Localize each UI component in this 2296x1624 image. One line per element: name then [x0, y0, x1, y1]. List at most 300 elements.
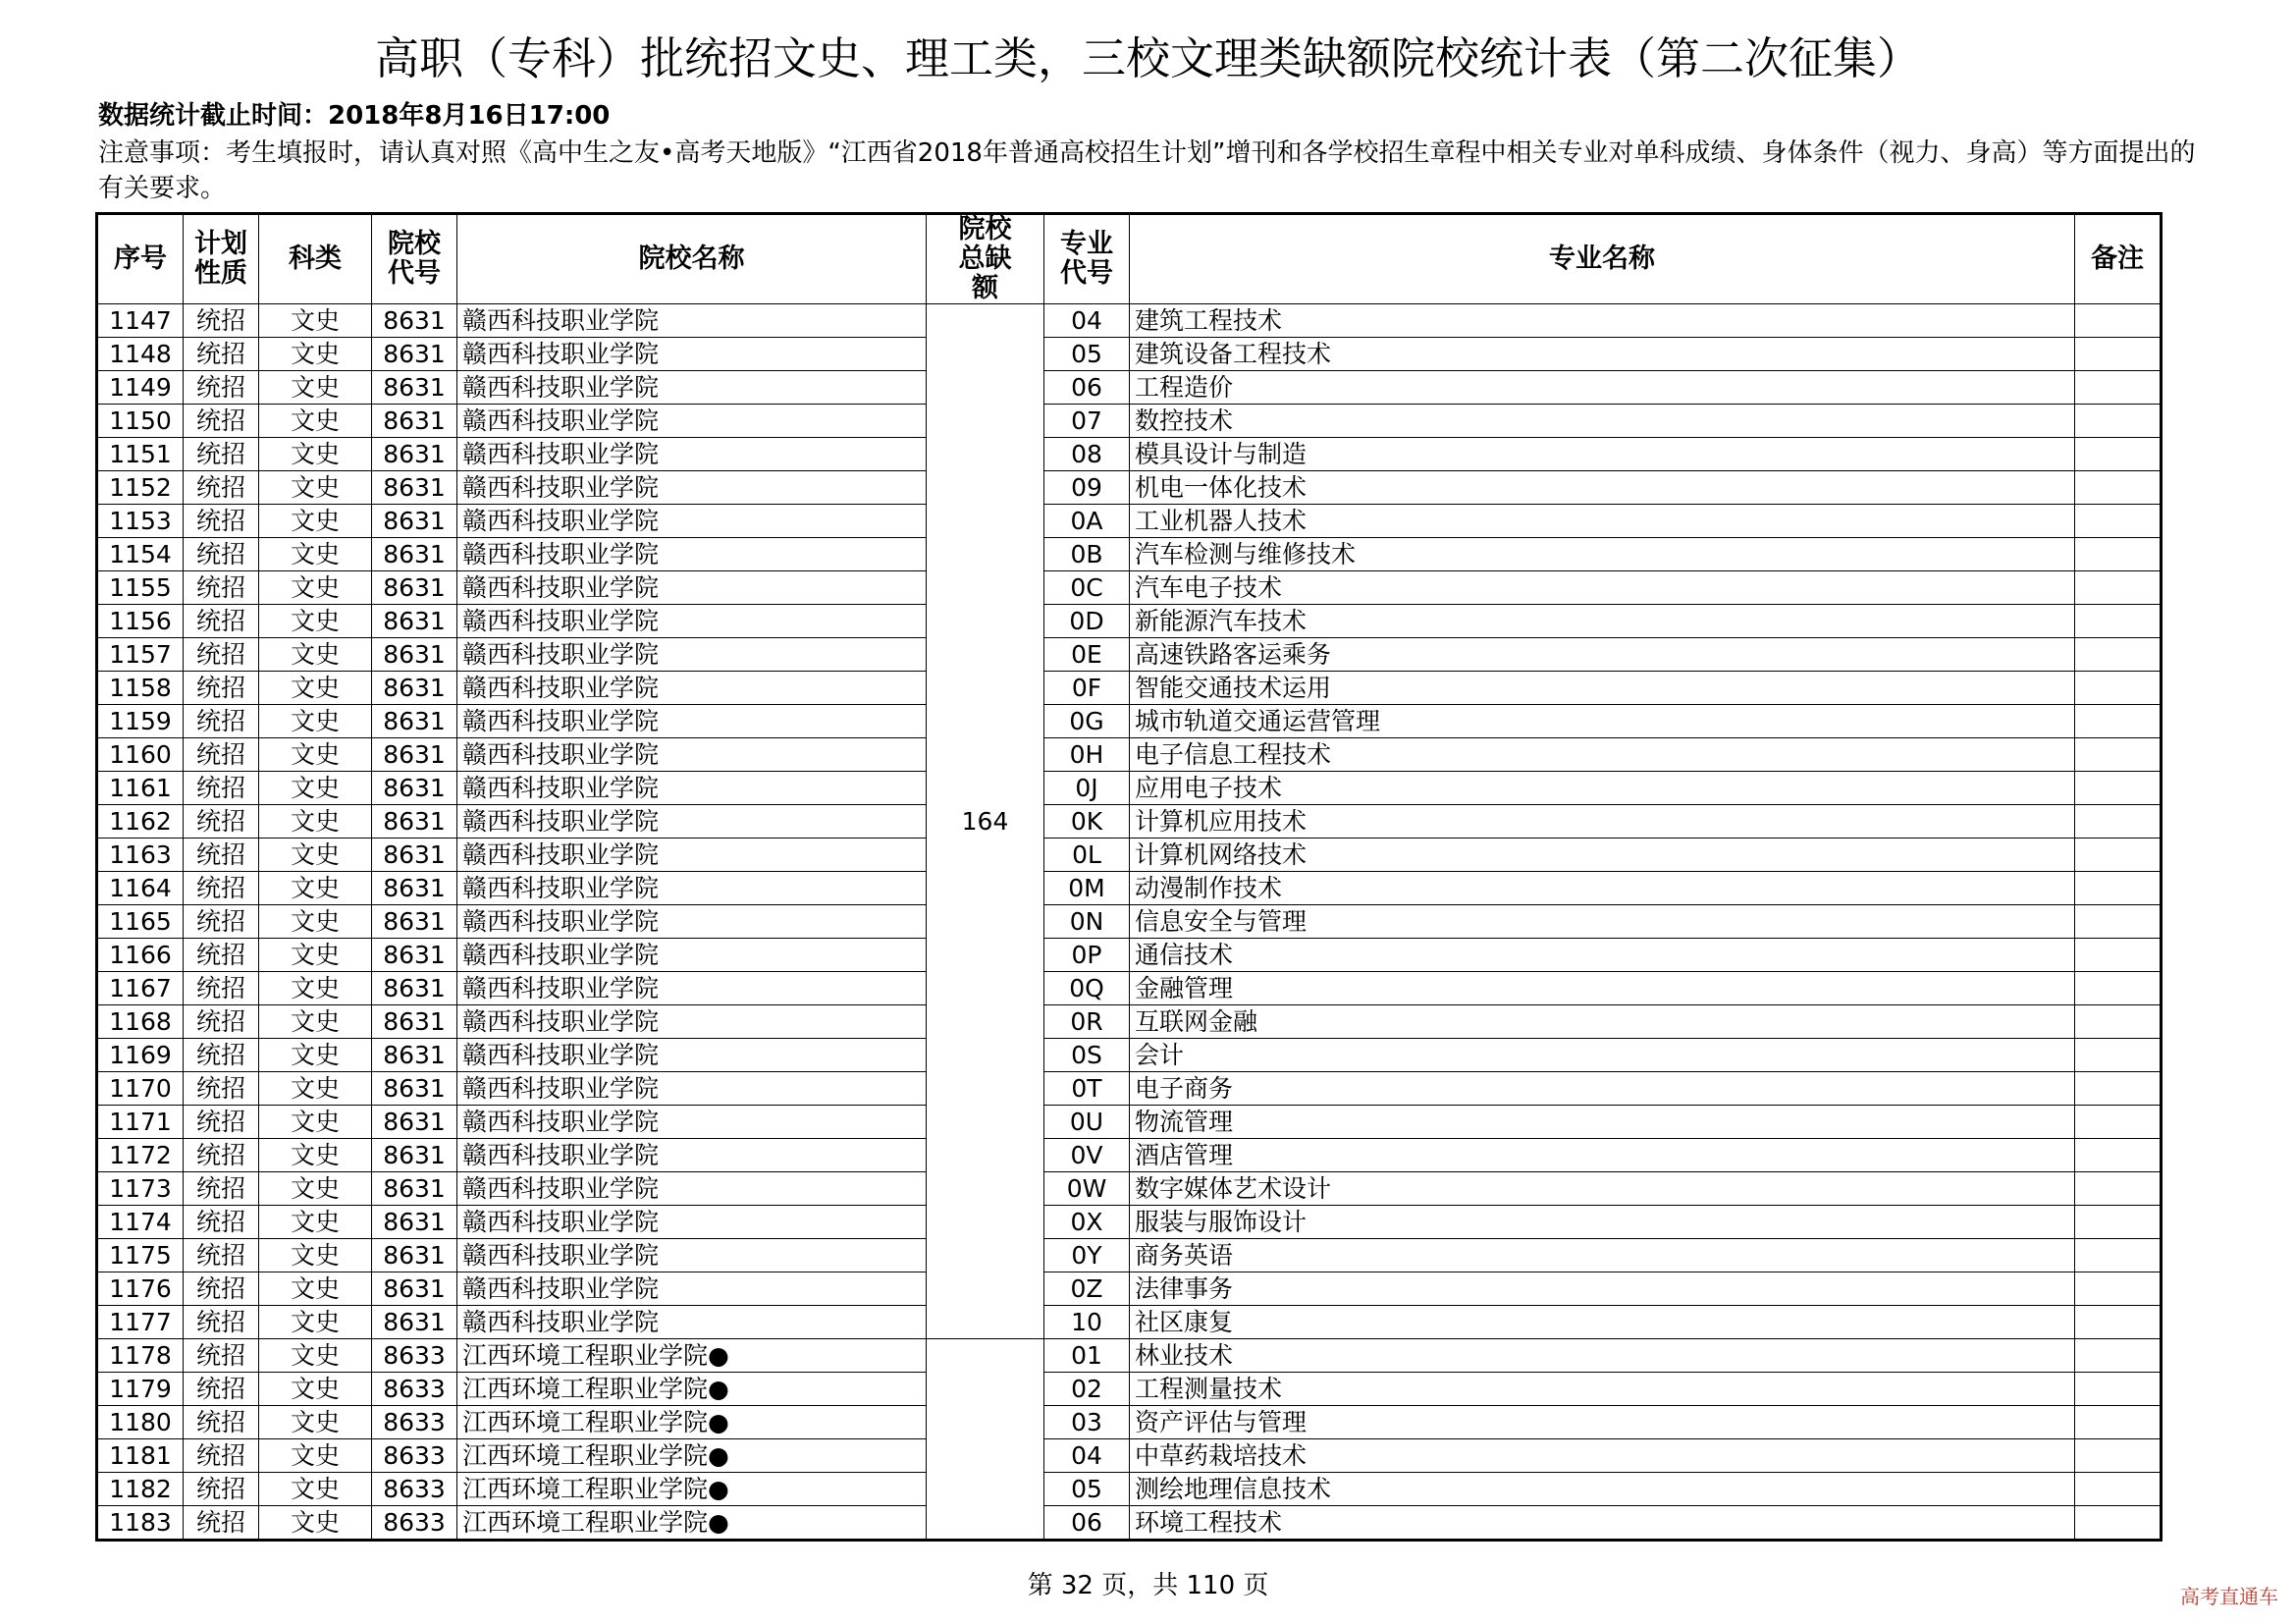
cell-major-code: 06: [1044, 371, 1130, 405]
cell-major-code: 0L: [1044, 839, 1130, 872]
header-plan-type: 计划性质: [184, 214, 259, 304]
cell-remark: [2075, 905, 2162, 939]
cell-category: 文史: [259, 1373, 372, 1406]
cell-school-code: 8631: [372, 1306, 457, 1339]
cell-seq: 1173: [97, 1172, 184, 1206]
cell-remark: [2075, 638, 2162, 672]
cell-major-code: 0V: [1044, 1139, 1130, 1172]
cell-school-name: 赣西科技职业学院: [457, 438, 927, 471]
cell-school-name: 赣西科技职业学院: [457, 538, 927, 571]
cell-major-name: 社区康复: [1130, 1306, 2075, 1339]
table-row: [97, 638, 2162, 672]
cell-plan-type: 统招: [184, 1373, 259, 1406]
cell-major-name: 林业技术: [1130, 1339, 2075, 1373]
cell-major-code: 01: [1044, 1339, 1130, 1373]
cell-major-name: 工程测量技术: [1130, 1373, 2075, 1406]
cell-seq: 1164: [97, 872, 184, 905]
cell-school-code: 8631: [372, 1272, 457, 1306]
cell-major-code: 04: [1044, 1439, 1130, 1473]
cell-seq: 1172: [97, 1139, 184, 1172]
cell-remark: [2075, 1106, 2162, 1139]
cell-category: 文史: [259, 1473, 372, 1506]
cell-school-name: 赣西科技职业学院: [457, 672, 927, 705]
page-title: 高职（专科）批统招文史、理工类，三校文理类缺额院校统计表（第二次征集）: [374, 32, 1921, 84]
cell-remark: [2075, 705, 2162, 738]
cell-plan-type: 统招: [184, 1439, 259, 1473]
cell-school-code: 8633: [372, 1373, 457, 1406]
cell-major-name: 机电一体化技术: [1130, 471, 2075, 505]
cell-category: 文史: [259, 638, 372, 672]
cell-plan-type: 统招: [184, 1106, 259, 1139]
header-seq: 序号: [97, 214, 184, 304]
cell-school-code: 8631: [372, 772, 457, 805]
cell-seq: 1175: [97, 1239, 184, 1272]
cell-plan-type: 统招: [184, 471, 259, 505]
cell-major-name: 会计: [1130, 1039, 2075, 1072]
cell-major-code: 0D: [1044, 605, 1130, 638]
cell-seq: 1176: [97, 1272, 184, 1306]
cell-category: 文史: [259, 505, 372, 538]
cell-plan-type: 统招: [184, 538, 259, 571]
cell-category: 文史: [259, 371, 372, 405]
cell-remark: [2075, 672, 2162, 705]
cell-major-code: 0Q: [1044, 972, 1130, 1005]
cell-major-code: 0H: [1044, 738, 1130, 772]
cell-category: 文史: [259, 1106, 372, 1139]
cell-major-name: 汽车电子技术: [1130, 571, 2075, 605]
cell-school-code: 8631: [372, 1206, 457, 1239]
cell-plan-type: 统招: [184, 371, 259, 405]
cell-major-name: 模具设计与制造: [1130, 438, 2075, 471]
cell-major-code: 0G: [1044, 705, 1130, 738]
cell-remark: [2075, 805, 2162, 839]
cell-major-code: 05: [1044, 1473, 1130, 1506]
table-row: [97, 738, 2162, 772]
table-row: [97, 1272, 2162, 1306]
cell-category: 文史: [259, 1239, 372, 1272]
cell-major-name: 建筑设备工程技术: [1130, 338, 2075, 371]
cell-major-name: 服装与服饰设计: [1130, 1206, 2075, 1239]
cell-school-code: 8631: [372, 972, 457, 1005]
cell-category: 文史: [259, 1272, 372, 1306]
table-row: [97, 1506, 2162, 1541]
table-row: [97, 1339, 2162, 1373]
table-row: [97, 1206, 2162, 1239]
cell-remark: [2075, 1439, 2162, 1473]
cell-school-code: 8633: [372, 1506, 457, 1541]
cell-school-code: 8631: [372, 505, 457, 538]
cell-remark: [2075, 1005, 2162, 1039]
table-row: [97, 405, 2162, 438]
table-row: [97, 1473, 2162, 1506]
cell-plan-type: 统招: [184, 1239, 259, 1272]
cell-school-code: 8631: [372, 1005, 457, 1039]
cell-plan-type: 统招: [184, 1072, 259, 1106]
cell-plan-type: 统招: [184, 1473, 259, 1506]
cell-seq: 1156: [97, 605, 184, 638]
header-major-name: 专业名称: [1130, 214, 2075, 304]
cell-school-code: 8633: [372, 1406, 457, 1439]
cell-school-name: 赣西科技职业学院: [457, 1206, 927, 1239]
cell-category: 文史: [259, 972, 372, 1005]
cell-category: 文史: [259, 538, 372, 571]
cell-major-code: 0C: [1044, 571, 1130, 605]
cell-major-code: 09: [1044, 471, 1130, 505]
table-row: [97, 571, 2162, 605]
cell-major-code: 0U: [1044, 1106, 1130, 1139]
cell-school-code: 8631: [372, 1106, 457, 1139]
cell-school-code: 8633: [372, 1473, 457, 1506]
cell-major-name: 动漫制作技术: [1130, 872, 2075, 905]
cell-seq: 1177: [97, 1306, 184, 1339]
table-row: [97, 939, 2162, 972]
cell-school-name: 赣西科技职业学院: [457, 471, 927, 505]
cell-plan-type: 统招: [184, 705, 259, 738]
cell-school-name: 赣西科技职业学院: [457, 1039, 927, 1072]
cell-school-name: 赣西科技职业学院: [457, 1139, 927, 1172]
cell-category: 文史: [259, 1172, 372, 1206]
cell-plan-type: 统招: [184, 1172, 259, 1206]
cell-remark: [2075, 571, 2162, 605]
cell-school-name: 赣西科技职业学院: [457, 605, 927, 638]
table-row: [97, 438, 2162, 471]
cell-major-code: 02: [1044, 1373, 1130, 1406]
cell-major-name: 测绘地理信息技术: [1130, 1473, 2075, 1506]
table-row: [97, 1439, 2162, 1473]
cell-major-code: 0B: [1044, 538, 1130, 571]
table-row: [97, 1306, 2162, 1339]
cell-school-code: 8631: [372, 1072, 457, 1106]
cell-major-name: 通信技术: [1130, 939, 2075, 972]
cell-major-name: 中草药栽培技术: [1130, 1439, 2075, 1473]
cell-school-code: 8631: [372, 371, 457, 405]
cell-remark: [2075, 405, 2162, 438]
cell-plan-type: 统招: [184, 905, 259, 939]
table-row: [97, 672, 2162, 705]
header-remark: 备注: [2075, 214, 2162, 304]
cell-category: 文史: [259, 705, 372, 738]
cell-remark: [2075, 471, 2162, 505]
cell-major-code: 0K: [1044, 805, 1130, 839]
header-school-vacancy: 院校总缺额: [927, 214, 1044, 304]
cell-school-code: 8631: [372, 471, 457, 505]
cell-remark: [2075, 1406, 2162, 1439]
cell-seq: 1169: [97, 1039, 184, 1072]
cell-school-name: 赣西科技职业学院: [457, 304, 927, 338]
cell-seq: 1168: [97, 1005, 184, 1039]
cell-school-name: 赣西科技职业学院: [457, 805, 927, 839]
cell-plan-type: 统招: [184, 638, 259, 672]
cell-major-name: 环境工程技术: [1130, 1506, 2075, 1541]
cell-school-code: 8631: [372, 872, 457, 905]
cell-category: 文史: [259, 839, 372, 872]
table-row: [97, 1172, 2162, 1206]
cell-major-name: 数控技术: [1130, 405, 2075, 438]
cell-category: 文史: [259, 605, 372, 638]
cell-major-code: 08: [1044, 438, 1130, 471]
cell-remark: [2075, 1306, 2162, 1339]
table-row: [97, 1039, 2162, 1072]
cell-remark: [2075, 505, 2162, 538]
cell-seq: 1152: [97, 471, 184, 505]
cell-school-name: 江西环境工程职业学院●: [457, 1439, 927, 1473]
cell-major-code: 0T: [1044, 1072, 1130, 1106]
cell-plan-type: 统招: [184, 738, 259, 772]
cell-category: 文史: [259, 805, 372, 839]
cell-remark: [2075, 1139, 2162, 1172]
cell-remark: [2075, 872, 2162, 905]
cell-seq: 1153: [97, 505, 184, 538]
cell-remark: [2075, 1339, 2162, 1373]
table-row: [97, 805, 2162, 839]
cell-school-name: 赣西科技职业学院: [457, 1005, 927, 1039]
cell-category: 文史: [259, 1039, 372, 1072]
cell-category: 文史: [259, 939, 372, 972]
cell-plan-type: 统招: [184, 405, 259, 438]
cell-seq: 1148: [97, 338, 184, 371]
cell-school-name: 赣西科技职业学院: [457, 1272, 927, 1306]
cell-school-name: 江西环境工程职业学院●: [457, 1473, 927, 1506]
cell-seq: 1171: [97, 1106, 184, 1139]
cell-major-name: 电子商务: [1130, 1072, 2075, 1106]
cell-plan-type: 统招: [184, 505, 259, 538]
cell-school-name: 赣西科技职业学院: [457, 1306, 927, 1339]
cell-school-name: 赣西科技职业学院: [457, 772, 927, 805]
cell-major-name: 工业机器人技术: [1130, 505, 2075, 538]
watermark-text: 高考直通车: [2180, 1585, 2278, 1608]
cell-plan-type: 统招: [184, 805, 259, 839]
table-row: [97, 1406, 2162, 1439]
cell-plan-type: 统招: [184, 1139, 259, 1172]
cell-major-code: 0W: [1044, 1172, 1130, 1206]
table-row: [97, 839, 2162, 872]
cell-school-name: 赣西科技职业学院: [457, 371, 927, 405]
cell-plan-type: 统招: [184, 605, 259, 638]
cell-major-name: 智能交通技术运用: [1130, 672, 2075, 705]
cell-school-name: 赣西科技职业学院: [457, 705, 927, 738]
cell-major-name: 互联网金融: [1130, 1005, 2075, 1039]
cell-major-name: 高速铁路客运乘务: [1130, 638, 2075, 672]
cell-school-name: 赣西科技职业学院: [457, 1106, 927, 1139]
cell-seq: 1167: [97, 972, 184, 1005]
table-row: [97, 1106, 2162, 1139]
cell-major-name: 电子信息工程技术: [1130, 738, 2075, 772]
table-row: [97, 505, 2162, 538]
cell-plan-type: 统招: [184, 1506, 259, 1541]
cell-plan-type: 统招: [184, 571, 259, 605]
cell-school-name: 赣西科技职业学院: [457, 338, 927, 371]
cell-seq: 1158: [97, 672, 184, 705]
cell-school-name: 江西环境工程职业学院●: [457, 1406, 927, 1439]
cell-school-code: 8631: [372, 605, 457, 638]
cell-major-name: 计算机应用技术: [1130, 805, 2075, 839]
cell-remark: [2075, 438, 2162, 471]
cell-category: 文史: [259, 1206, 372, 1239]
cell-major-code: 0S: [1044, 1039, 1130, 1072]
cell-plan-type: 统招: [184, 1406, 259, 1439]
cell-plan-type: 统招: [184, 1005, 259, 1039]
cell-category: 文史: [259, 304, 372, 338]
cell-school-name: 赣西科技职业学院: [457, 738, 927, 772]
cell-remark: [2075, 772, 2162, 805]
table-row: [97, 338, 2162, 371]
table-row: [97, 538, 2162, 571]
cell-major-name: 建筑工程技术: [1130, 304, 2075, 338]
cell-major-name: 汽车检测与维修技术: [1130, 538, 2075, 571]
cell-plan-type: 统招: [184, 1306, 259, 1339]
page-footer: 第 32 页，共 110 页: [1027, 1571, 1269, 1600]
header-major-code: 专业代号: [1044, 214, 1130, 304]
cell-major-name: 新能源汽车技术: [1130, 605, 2075, 638]
cell-plan-type: 统招: [184, 338, 259, 371]
cell-seq: 1178: [97, 1339, 184, 1373]
cell-plan-type: 统招: [184, 939, 259, 972]
cell-major-code: 0Y: [1044, 1239, 1130, 1272]
cell-remark: [2075, 972, 2162, 1005]
cell-category: 文史: [259, 1406, 372, 1439]
cell-category: 文史: [259, 1005, 372, 1039]
cell-plan-type: 统招: [184, 672, 259, 705]
cell-plan-type: 统招: [184, 872, 259, 905]
cell-seq: 1151: [97, 438, 184, 471]
cell-major-code: 05: [1044, 338, 1130, 371]
cell-remark: [2075, 1206, 2162, 1239]
cell-school-code: 8631: [372, 438, 457, 471]
cell-major-name: 商务英语: [1130, 1239, 2075, 1272]
cell-category: 文史: [259, 1339, 372, 1373]
cell-school-code: 8631: [372, 905, 457, 939]
cell-major-code: 07: [1044, 405, 1130, 438]
cell-school-code: 8633: [372, 1439, 457, 1473]
cell-category: 文史: [259, 738, 372, 772]
cell-school-name: 赣西科技职业学院: [457, 638, 927, 672]
cell-category: 文史: [259, 672, 372, 705]
cell-school-code: 8631: [372, 939, 457, 972]
cell-seq: 1161: [97, 772, 184, 805]
cell-school-name: 赣西科技职业学院: [457, 1172, 927, 1206]
cell-seq: 1150: [97, 405, 184, 438]
cell-remark: [2075, 1172, 2162, 1206]
header-category: 科类: [259, 214, 372, 304]
cell-major-code: 10: [1044, 1306, 1130, 1339]
cell-seq: 1160: [97, 738, 184, 772]
cell-plan-type: 统招: [184, 304, 259, 338]
cell-school-code: 8631: [372, 405, 457, 438]
cell-school-name: 赣西科技职业学院: [457, 571, 927, 605]
cell-plan-type: 统招: [184, 1339, 259, 1373]
cell-major-name: 应用电子技术: [1130, 772, 2075, 805]
cell-major-code: 0F: [1044, 672, 1130, 705]
cell-major-name: 酒店管理: [1130, 1139, 2075, 1172]
cell-remark: [2075, 605, 2162, 638]
cell-major-code: 0N: [1044, 905, 1130, 939]
cell-category: 文史: [259, 1306, 372, 1339]
cell-school-name: 赣西科技职业学院: [457, 1072, 927, 1106]
cell-remark: [2075, 304, 2162, 338]
cell-category: 文史: [259, 1506, 372, 1541]
cell-remark: [2075, 738, 2162, 772]
cell-seq: 1165: [97, 905, 184, 939]
table-row: [97, 705, 2162, 738]
cell-school-vacancy: 164: [927, 304, 1044, 1339]
cell-seq: 1182: [97, 1473, 184, 1506]
cell-school-name: 赣西科技职业学院: [457, 939, 927, 972]
table-row: [97, 371, 2162, 405]
cell-category: 文史: [259, 405, 372, 438]
cell-seq: 1174: [97, 1206, 184, 1239]
cell-major-code: 06: [1044, 1506, 1130, 1541]
cell-remark: [2075, 538, 2162, 571]
cell-seq: 1149: [97, 371, 184, 405]
cell-plan-type: 统招: [184, 972, 259, 1005]
cell-major-code: 0X: [1044, 1206, 1130, 1239]
cell-seq: 1162: [97, 805, 184, 839]
cell-major-name: 城市轨道交通运营管理: [1130, 705, 2075, 738]
cell-category: 文史: [259, 1139, 372, 1172]
cell-major-name: 工程造价: [1130, 371, 2075, 405]
table-header-row: [97, 214, 2162, 304]
cell-plan-type: 统招: [184, 1272, 259, 1306]
cell-school-name: 赣西科技职业学院: [457, 972, 927, 1005]
table-row: [97, 1239, 2162, 1272]
cell-school-code: 8631: [372, 538, 457, 571]
cell-remark: [2075, 1072, 2162, 1106]
cell-school-name: 赣西科技职业学院: [457, 905, 927, 939]
cell-school-name: 江西环境工程职业学院●: [457, 1339, 927, 1373]
cell-school-name: 赣西科技职业学院: [457, 872, 927, 905]
cell-category: 文史: [259, 905, 372, 939]
cell-major-code: 0Z: [1044, 1272, 1130, 1306]
cell-major-name: 数字媒体艺术设计: [1130, 1172, 2075, 1206]
table-row: [97, 304, 2162, 338]
cell-school-name: 江西环境工程职业学院●: [457, 1373, 927, 1406]
cell-major-code: 0M: [1044, 872, 1130, 905]
cell-major-code: 0P: [1044, 939, 1130, 972]
cell-school-code: 8631: [372, 638, 457, 672]
table-row: [97, 905, 2162, 939]
cell-school-name: 赣西科技职业学院: [457, 839, 927, 872]
table-row: [97, 1005, 2162, 1039]
cell-remark: [2075, 939, 2162, 972]
cell-school-code: 8631: [372, 1172, 457, 1206]
cell-seq: 1163: [97, 839, 184, 872]
cell-remark: [2075, 1239, 2162, 1272]
cell-seq: 1170: [97, 1072, 184, 1106]
cell-school-name: 赣西科技职业学院: [457, 1239, 927, 1272]
cell-plan-type: 统招: [184, 839, 259, 872]
table-row: [97, 772, 2162, 805]
cell-major-code: 0J: [1044, 772, 1130, 805]
cell-remark: [2075, 1272, 2162, 1306]
cell-school-code: 8631: [372, 672, 457, 705]
cell-plan-type: 统招: [184, 438, 259, 471]
vacancy-table: [95, 212, 2163, 1542]
cell-seq: 1166: [97, 939, 184, 972]
cell-category: 文史: [259, 1072, 372, 1106]
header-school-name: 院校名称: [457, 214, 927, 304]
cell-plan-type: 统招: [184, 772, 259, 805]
cell-remark: [2075, 1473, 2162, 1506]
cell-category: 文史: [259, 338, 372, 371]
table-row: [97, 872, 2162, 905]
table-row: [97, 972, 2162, 1005]
cell-major-name: 物流管理: [1130, 1106, 2075, 1139]
cell-seq: 1155: [97, 571, 184, 605]
cell-school-code: 8631: [372, 738, 457, 772]
cell-seq: 1180: [97, 1406, 184, 1439]
table-row: [97, 1072, 2162, 1106]
cell-major-name: 法律事务: [1130, 1272, 2075, 1306]
